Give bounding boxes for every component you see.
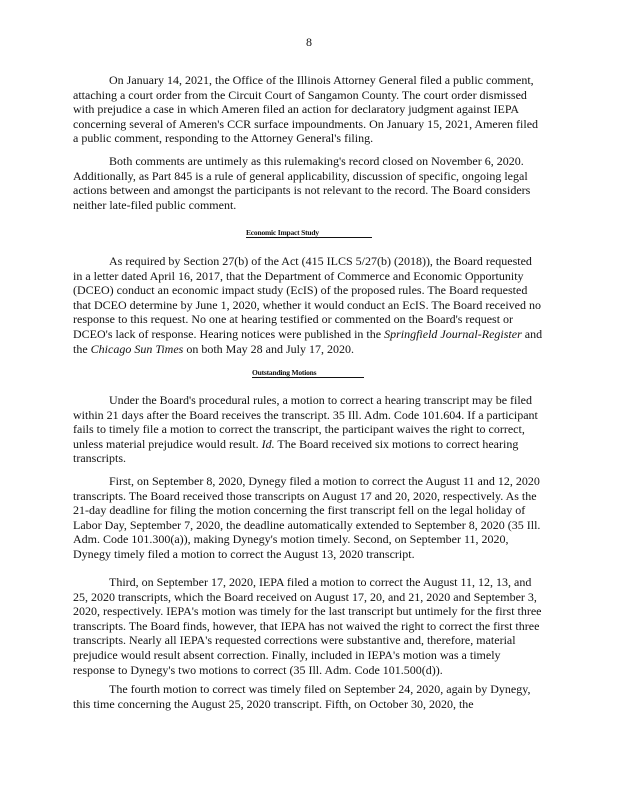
paragraph-iepa-motion bbox=[73, 575, 543, 677]
heading-underline bbox=[252, 377, 364, 378]
heading-text: Economic Impact Study bbox=[246, 228, 319, 237]
paragraph-text: Both comments are untimely as this rulemaking's record closed on November 6, 2020. Additionally, as Part 845 is a rule of general applicability, discussion of specific, ongoing legal actions between and amongst the participants is not relevant to the record. The Board considers neither late-filed public comment. bbox=[73, 154, 531, 212]
paragraph-procedural-rules bbox=[73, 393, 543, 466]
heading-underline bbox=[246, 237, 372, 238]
heading-outstanding-motions bbox=[252, 368, 352, 377]
paragraph-text: Under the Board's procedural rules, a motion to correct a hearing transcript may be filed within 21 days after the Board receives the transcript. 35 Ill. Adm. Code 101.604. If a participant fails to timely file a motion to correct the transcript, the participant waives the right to correct, unless material prejudice would result. bbox=[73, 393, 538, 451]
heading-text: Outstanding Motions bbox=[252, 368, 317, 377]
heading-economic-impact-study bbox=[246, 228, 360, 237]
paragraph-untimely-comments bbox=[73, 154, 543, 212]
paragraph-text: The Board received six motions to correct hearing transcripts. bbox=[73, 436, 519, 466]
page-number: 8 bbox=[306, 35, 312, 49]
newspaper-name: Chicago Sun Times bbox=[90, 341, 184, 356]
paragraph-attorney-general-comment bbox=[73, 73, 543, 146]
paragraph-text: First, on September 8, 2020, Dynegy filed a motion to correct the August 11 and 12, 2020 transcripts. The Board received those transcripts on August 17 and 20, 2020, respectively. As the 21-day deadline for filing the motion concerning the first transcript fell on the legal holiday of Labor Day, September 7, 2020, the deadline automatically extended to September 8, 2020 (35 Ill. Adm. Code 101.300(a)), making Dynegy's motion timely. Second, on September 11, 2020, Dynegy timely filed a motion to correct the August 13, 2020 transcript. bbox=[73, 474, 541, 561]
newspaper-name: Springfield Journal-Register bbox=[384, 326, 522, 341]
paragraph-text: The fourth motion to correct was timely filed on September 24, 2020, again by Dynegy, this time concerning the August 25, 2020 transcript. Fifth, on October 30, 2020, the bbox=[73, 682, 531, 711]
paragraph-text: and the bbox=[73, 326, 543, 356]
paragraph-fourth-motion bbox=[73, 682, 543, 711]
paragraph-text: On January 14, 2021, the Office of the Illinois Attorney General filed a public comment, attaching a court order from the Circuit Court of Sangamon County. The court order dismissed with prejudice a case in which Ameren filed an action for declaratory judgment against IEPA concerning several of Ameren's CCR surface impoundments. On January 15, 2021, Ameren filed a public comment, responding to the Attorney General's filing. bbox=[73, 73, 539, 146]
paragraph-text: Third, on September 17, 2020, IEPA filed a motion to correct the August 11, 12, 13, and 25, 2020 transcripts, which the Board received on August 17, 20, and 21, 2020 and September 3, 2020, respectively. IEPA's motion was timely for the last transcript but untimely for the first three transcripts. The Board finds, however, that IEPA has not waived the right to correct the first three transcripts. Nearly all IEPA's requested corrections were substantive and, therefore, material prejudice would result absent correction. Finally, included in IEPA's motion was a timely response to Dynegy's two motions to correct (35 Ill. Adm. Code 101.500(d)). bbox=[73, 575, 542, 677]
paragraph-text: As required by Section 27(b) of the Act (415 ILCS 5/27(b) (2018)), the Board requested in a letter dated April 16, 2017, that the Department of Commerce and Economic Opportunity (DCEO) conduct an economic impact study (EcIS) of the proposed rules. The Board requested that DCEO determine by June 1, 2020, whether it would conduct an EcIS. The Board received no response to this request. No one at hearing testified or commented on the Board's request or DCEO's lack of response. Hearing notices were published in the bbox=[73, 254, 541, 341]
citation: Id. bbox=[261, 436, 275, 451]
paragraph-dynegy-motions bbox=[73, 474, 543, 562]
paragraph-text: on both May 28 and July 17, 2020. bbox=[186, 341, 355, 356]
paragraph-economic-impact-study bbox=[73, 254, 543, 356]
